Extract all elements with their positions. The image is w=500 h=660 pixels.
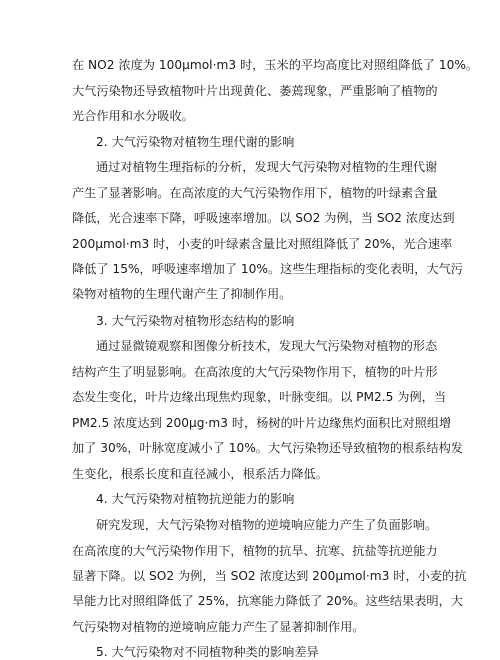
body-text-line: 生变化，根系长度和直径减小，根系活力降低。	[72, 467, 328, 481]
body-text-line: 大气污染物还导致植物叶片出现黄化、萎蔫现象，严重影响了植物的	[72, 84, 438, 98]
body-text-line: 通过对植物生理指标的分析，发现大气污染物对植物的生理代谢	[96, 160, 438, 174]
body-text-line: 在高浓度的大气污染物作用下，植物的抗旱、抗寒、抗盐等抗逆能力	[72, 544, 438, 558]
body-text-line: 气污染物对植物的逆境响应能力产生了显著抑制作用。	[72, 620, 365, 634]
section-heading-5: 5. 大气污染物对不同植物种类的影响差异	[96, 645, 319, 659]
body-text-line: PM2.5 浓度达到 200μg·m3 时，杨树的叶片边缘焦灼面积比对照组增	[72, 416, 452, 430]
body-text-line: 产生了显著影响。在高浓度的大气污染物作用下，植物的叶绿素含量	[72, 186, 438, 200]
body-text-line: 光合作用和水分吸收。	[72, 109, 194, 123]
body-text-line: 通过显微镜观察和图像分析技术，发现大气污染物对植物的形态	[96, 339, 438, 353]
section-heading-4: 4. 大气污染物对植物抗逆能力的影响	[96, 492, 295, 506]
body-text-line: 显著下降。以 SO2 为例，当 SO2 浓度达到 200μmol·m3 时，小麦的抗	[72, 569, 467, 583]
body-text-line: 200μmol·m3 时，小麦的叶绿素含量比对照组降低了 20%，光合速率	[72, 237, 453, 251]
body-text-line: 在 NO2 浓度为 100μmol·m3 时，玉米的平均高度比对照组降低了 10%。	[72, 58, 479, 72]
body-text-line: 降低，光合速率下降，呼吸速率增加。以 SO2 为例，当 SO2 浓度达到	[72, 211, 455, 225]
section-heading-3: 3. 大气污染物对植物形态结构的影响	[96, 314, 295, 328]
body-text-line: 态发生变化，叶片边缘出现焦灼现象，叶脉变细。以 PM2.5 为例，当	[72, 390, 447, 404]
body-text-line: 研究发现，大气污染物对植物的逆境响应能力产生了负面影响。	[96, 518, 438, 532]
body-text-line: 加了 30%，叶脉宽度减小了 10%。大气污染物还导致植物的根系结构发	[72, 441, 463, 455]
body-text-line: 染物对植物的生理代谢产生了抑制作用。	[72, 287, 292, 301]
body-text-line: 结构产生了明显影响。在高浓度的大气污染物作用下，植物的叶片形	[72, 365, 438, 379]
body-text-line: 旱能力比对照组降低了 25%，抗寒能力降低了 20%。这些结果表明，大	[72, 594, 463, 608]
section-heading-2: 2. 大气污染物对植物生理代谢的影响	[96, 135, 295, 149]
body-text-line: 降低了 15%，呼吸速率增加了 10%。这些生理指标的变化表明，大气污	[72, 262, 463, 276]
